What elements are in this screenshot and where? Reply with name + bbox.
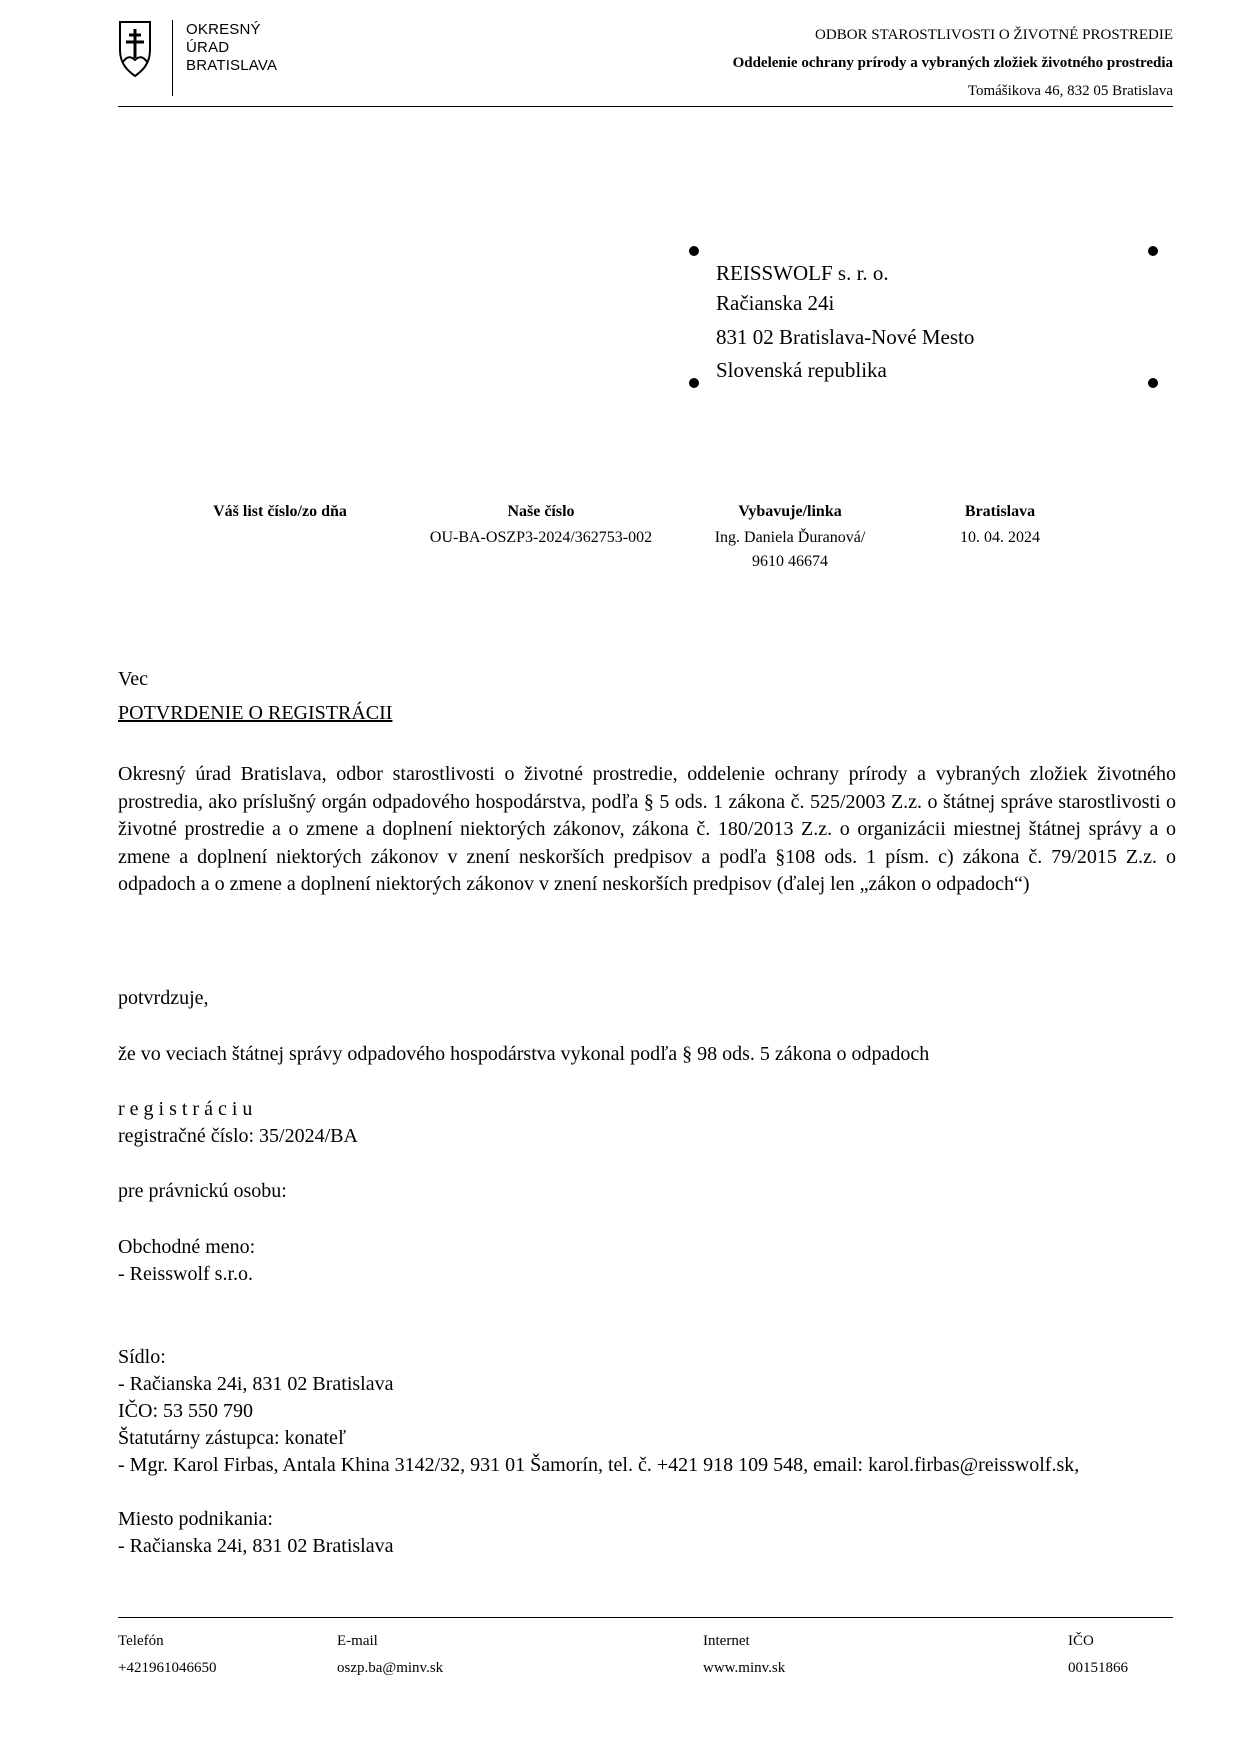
- footer-internet: [703, 1628, 785, 1682]
- our-number-column: [405, 500, 677, 550]
- your-letter-column: [190, 500, 370, 526]
- handled-by-phone: 9610 46674: [752, 553, 828, 570]
- office-address: Tomášikova 46, 832 05 Bratislava: [967, 83, 1173, 99]
- footer-rule: [118, 1617, 1173, 1618]
- for-entity-line: pre právnickú osobu:: [118, 1180, 287, 1202]
- business-place-label: Miesto podnikania:: [118, 1508, 273, 1530]
- intro-paragraph: Okresný úrad Bratislava, odbor starostlivosti o životné prostredie, oddelenie ochrany prírody a vybraných zložiek životného prostredia, ako príslušný orgán odpadového hospodárstva, podľa § 5 ods. 1 zákona č. 525/2003 Z.z. o štátnej správe starostlivosti o životné prostredie a o zmene a doplnení niektorých zákonov, zákona č. 180/2013 Z.z. o organizácii miestnej štátnej správy a o zmene a doplnení niektorých zákonov v znení neskorších predpisov a podľa §108 ods. 1 písm. c) zákona č. 79/2015 Z.z. o odpadoch a o zmene a doplnení niektorých zákonov v znení neskorších predpisov (ďalej len „zákon o odpadoch“): [118, 763, 1176, 895]
- seat-address: - Račianska 24i, 831 02 Bratislava: [118, 1373, 394, 1395]
- subject-title: POTVRDENIE O REGISTRÁCII: [118, 702, 393, 724]
- footer-internet-value: www.minv.sk: [703, 1660, 786, 1676]
- footer-phone: [118, 1628, 216, 1682]
- slovak-coat-of-arms-icon: [118, 20, 152, 78]
- office-logo-text: [186, 21, 277, 75]
- your-letter-label: Váš list číslo/zo dňa: [213, 503, 347, 520]
- company-ico: IČO: 53 550 790: [118, 1400, 253, 1422]
- date-column: [930, 500, 1070, 550]
- footer-ico: [1068, 1628, 1128, 1682]
- our-number: OU-BA-OSZP3-2024/362753-002: [429, 529, 653, 546]
- place-label: Bratislava: [964, 503, 1036, 520]
- that-line: že vo veciach štátnej správy odpadového hospodárstva vykonal podľa § 98 ods. 5 zákona o odpadoch: [118, 1043, 930, 1065]
- logo-line-3: BRATISLAVA: [186, 57, 278, 74]
- confirms-line: potvrdzuje,: [118, 987, 209, 1009]
- subject-label: Vec: [118, 668, 148, 690]
- address-corner-mark: [1148, 246, 1158, 256]
- footer-phone-value: +421961046650: [118, 1660, 217, 1676]
- handled-by-label: Vybavuje/linka: [738, 503, 842, 520]
- footer-email-value: oszp.ba@minv.sk: [337, 1660, 444, 1676]
- business-name: - Reisswolf s.r.o.: [118, 1263, 253, 1285]
- footer-internet-label: Internet: [703, 1633, 750, 1649]
- recipient-line: Račianska 24i: [716, 291, 835, 315]
- recipient-address: [716, 258, 974, 386]
- department-name: ODBOR STAROSTLIVOSTI O ŽIVOTNÉ PROSTREDIE: [815, 27, 1173, 43]
- statutory-details: - Mgr. Karol Firbas, Antala Khina 3142/32, 931 01 Šamorín, tel. č. +421 918 109 548, email: karol.firbas@reisswolf.sk,: [118, 1454, 1080, 1476]
- registration-number: registračné číslo: 35/2024/BA: [118, 1125, 358, 1147]
- statutory-label: Štatutárny zástupca: konateľ: [118, 1427, 347, 1449]
- footer-email: [337, 1628, 443, 1682]
- logo-line-1: OKRESNÝ: [186, 21, 261, 38]
- recipient-line: Slovenská republika: [716, 358, 887, 382]
- business-name-label: Obchodné meno:: [118, 1236, 256, 1258]
- recipient-line: 831 02 Bratislava-Nové Mesto: [716, 325, 975, 349]
- document-date: 10. 04. 2024: [960, 529, 1040, 546]
- header-rule: [118, 106, 1173, 107]
- seat-label: Sídlo:: [118, 1346, 166, 1368]
- registration-word: registráciu: [118, 1098, 258, 1120]
- footer-email-label: E-mail: [337, 1633, 378, 1649]
- address-corner-mark: [1148, 378, 1158, 388]
- footer-ico-label: IČO: [1068, 1633, 1094, 1649]
- header-office-info: [733, 21, 1173, 105]
- recipient-line: REISSWOLF s. r. o.: [716, 261, 889, 285]
- our-number-label: Naše číslo: [507, 503, 575, 520]
- footer-ico-value: 00151866: [1068, 1660, 1128, 1676]
- address-corner-mark: [689, 378, 699, 388]
- address-corner-mark: [689, 246, 699, 256]
- handled-by-name: Ing. Daniela Ďuranová/: [714, 529, 866, 546]
- handled-by-column: [680, 500, 900, 574]
- logo-line-2: ÚRAD: [186, 39, 230, 56]
- business-place: - Račianska 24i, 831 02 Bratislava: [118, 1535, 394, 1557]
- logo-divider: [172, 20, 173, 96]
- section-name: Oddelenie ochrany prírody a vybraných zložiek životného prostredia: [732, 55, 1173, 71]
- footer-phone-label: Telefón: [118, 1633, 164, 1649]
